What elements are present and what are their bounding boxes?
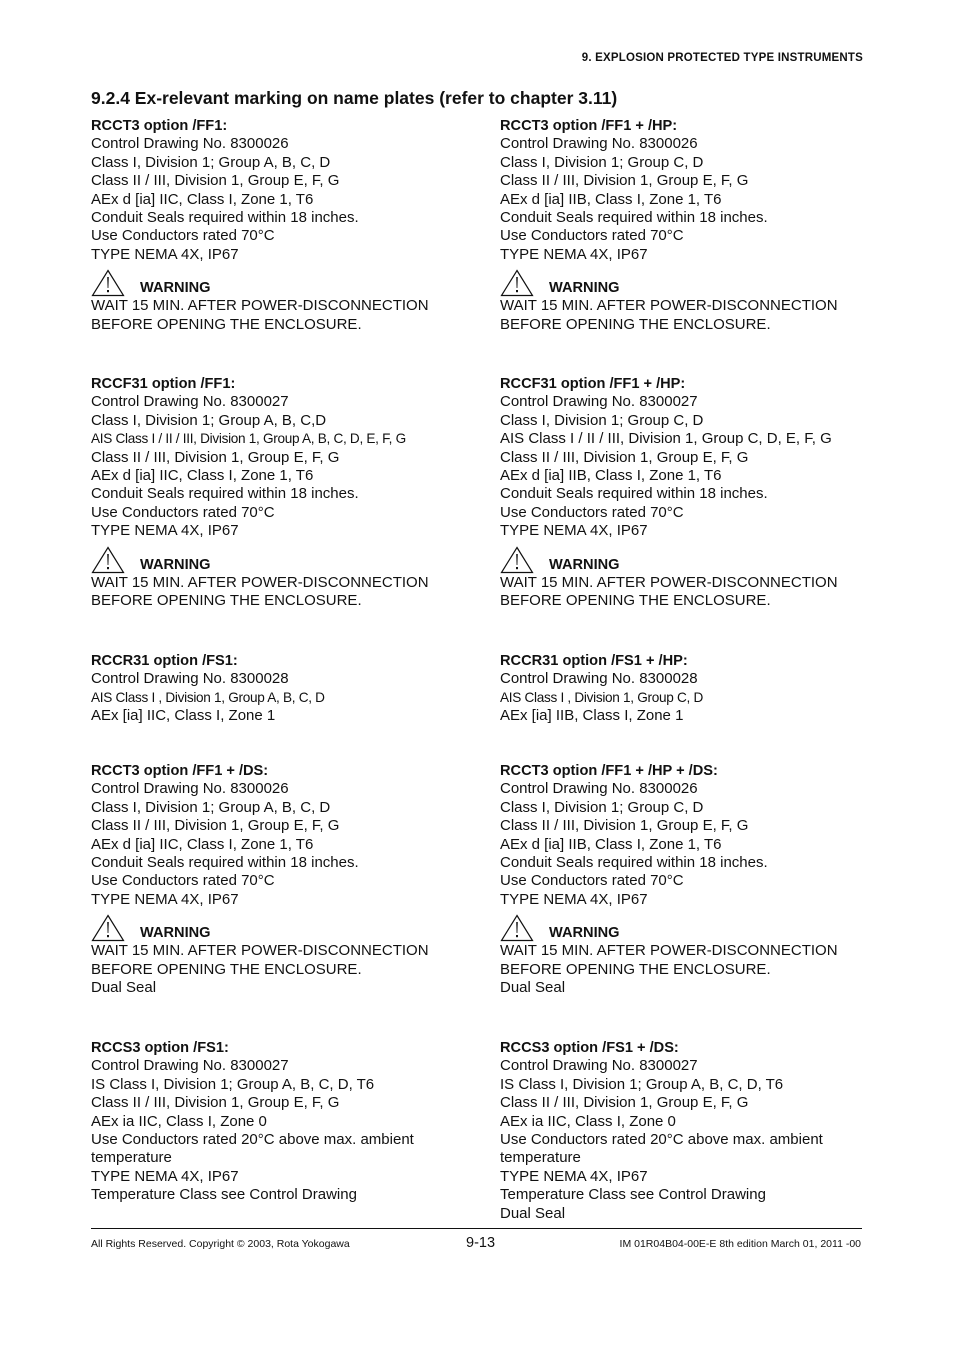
marking-line: AEx [ia] IIB, Class I, Zone 1 xyxy=(500,707,684,725)
warning-label: WARNING xyxy=(549,556,620,573)
marking-line: Control Drawing No. 8300028 xyxy=(500,670,698,688)
marking-line: Temperature Class see Control Drawing xyxy=(500,1186,766,1204)
marking-line: Control Drawing No. 8300026 xyxy=(91,780,289,798)
extra-line: Dual Seal xyxy=(500,979,566,997)
marking-line: Use Conductors rated 70°C xyxy=(500,503,684,521)
extra-line: Dual Seal xyxy=(91,979,157,997)
marking-line: AEx d [ia] IIB, Class I, Zone 1, T6 xyxy=(500,190,722,208)
marking-line: Control Drawing No. 8300027 xyxy=(91,1057,289,1075)
warning-header xyxy=(500,912,890,942)
marking-line: TYPE NEMA 4X, IP67 xyxy=(500,245,648,263)
marking-line: AIS Class I / II / III, Division 1, Group A, B, C, D, E, F, G xyxy=(91,431,406,447)
marking-line: Conduit Seals required within 18 inches. xyxy=(500,209,768,227)
warning-text: BEFORE OPENING THE ENCLOSURE. xyxy=(91,315,362,333)
marking-line: Use Conductors rated 70°C xyxy=(500,227,684,245)
marking-line: TYPE NEMA 4X, IP67 xyxy=(500,522,648,540)
block-title: RCCS3 option /FS1 + /DS: xyxy=(500,1040,679,1056)
warning-label: WARNING xyxy=(140,556,211,573)
block-title: RCCS3 option /FS1: xyxy=(91,1040,229,1056)
marking-line: Conduit Seals required within 18 inches. xyxy=(91,854,359,872)
marking-line: AEx d [ia] IIC, Class I, Zone 1, T6 xyxy=(91,467,314,485)
marking-line: AEx ia IIC, Class I, Zone 0 xyxy=(91,1112,267,1130)
marking-line: Class II / III, Division 1, Group E, F, G xyxy=(500,1094,749,1112)
marking-line: Use Conductors rated 20°C above max. ambient xyxy=(500,1131,823,1149)
marking-line: Conduit Seals required within 18 inches. xyxy=(500,854,768,872)
warning-text: WAIT 15 MIN. AFTER POWER-DISCONNECTION xyxy=(500,297,838,315)
nameplate-block xyxy=(91,375,481,610)
marking-line: Class II / III, Division 1, Group E, F, G xyxy=(91,817,340,835)
marking-line: Control Drawing No. 8300027 xyxy=(500,1057,698,1075)
marking-line: Class I, Division 1; Group A, B, C,D xyxy=(91,411,327,429)
marking-line: IS Class I, Division 1; Group A, B, C, D, T6 xyxy=(500,1075,784,1093)
running-head: 9. EXPLOSION PROTECTED TYPE INSTRUMENTS xyxy=(581,52,863,64)
marking-line: Control Drawing No. 8300026 xyxy=(91,135,289,153)
marking-line: Class I, Division 1; Group C, D xyxy=(500,798,704,816)
block-title: RCCR31 option /FS1 + /HP: xyxy=(500,653,688,669)
marking-line: Class II / III, Division 1, Group E, F, G xyxy=(500,817,749,835)
warning-text: WAIT 15 MIN. AFTER POWER-DISCONNECTION xyxy=(500,573,838,591)
marking-line: TYPE NEMA 4X, IP67 xyxy=(500,890,648,908)
marking-line: Use Conductors rated 20°C above max. ambient xyxy=(91,1131,414,1149)
block-title: RCCF31 option /FF1: xyxy=(91,376,236,392)
block-title: RCCT3 option /FF1 + /HP: xyxy=(500,118,678,134)
marking-line: AIS Class I , Division 1, Group A, B, C, D xyxy=(91,689,325,705)
marking-line: Use Conductors rated 70°C xyxy=(91,503,275,521)
block-title: RCCT3 option /FF1 + /DS: xyxy=(91,763,269,779)
warning-header xyxy=(500,267,890,297)
marking-line: Conduit Seals required within 18 inches. xyxy=(91,485,359,503)
marking-line: Class II / III, Division 1, Group E, F, G xyxy=(500,172,749,190)
nameplate-block xyxy=(500,1039,890,1223)
warning-header xyxy=(91,912,481,942)
warning-triangle-icon xyxy=(500,546,534,574)
marking-line: AEx [ia] IIC, Class I, Zone 1 xyxy=(91,707,276,725)
nameplate-block xyxy=(91,762,481,997)
marking-line: Control Drawing No. 8300028 xyxy=(91,670,289,688)
warning-text: BEFORE OPENING THE ENCLOSURE. xyxy=(91,960,362,978)
marking-line: Class II / III, Division 1, Group E, F, G xyxy=(91,448,340,466)
warning-label: WARNING xyxy=(140,925,211,942)
marking-line: Control Drawing No. 8300027 xyxy=(500,393,698,411)
warning-triangle-icon xyxy=(91,914,125,942)
nameplate-block xyxy=(91,1039,481,1205)
marking-line: Use Conductors rated 70°C xyxy=(91,227,275,245)
block-title: RCCR31 option /FS1: xyxy=(91,653,238,669)
block-title: RCCF31 option /FF1 + /HP: xyxy=(500,376,686,392)
warning-text: BEFORE OPENING THE ENCLOSURE. xyxy=(500,960,771,978)
marking-line: AIS Class I , Division 1, Group C, D xyxy=(500,689,703,705)
page-number: 9-13 xyxy=(466,1235,496,1251)
warning-text: BEFORE OPENING THE ENCLOSURE. xyxy=(500,315,771,333)
warning-text: WAIT 15 MIN. AFTER POWER-DISCONNECTION xyxy=(91,297,429,315)
warning-label: WARNING xyxy=(549,925,620,942)
marking-line: Conduit Seals required within 18 inches. xyxy=(91,209,359,227)
block-title: RCCT3 option /FF1 + /HP + /DS: xyxy=(500,763,718,779)
marking-line: temperature xyxy=(91,1149,172,1167)
warning-triangle-icon xyxy=(91,269,125,297)
marking-line: Class II / III, Division 1, Group E, F, G xyxy=(500,448,749,466)
warning-text: BEFORE OPENING THE ENCLOSURE. xyxy=(500,592,771,610)
marking-line: Conduit Seals required within 18 inches. xyxy=(500,485,768,503)
warning-triangle-icon xyxy=(500,914,534,942)
footer-copyright: All Rights Reserved. Copyright © 2003, Rota Yokogawa xyxy=(91,1238,350,1250)
marking-line: Control Drawing No. 8300026 xyxy=(500,135,698,153)
nameplate-block xyxy=(500,652,890,726)
marking-line: AEx d [ia] IIB, Class I, Zone 1, T6 xyxy=(500,467,722,485)
marking-line: Class II / III, Division 1, Group E, F, G xyxy=(91,172,340,190)
marking-line: Class I, Division 1; Group A, B, C, D xyxy=(91,798,331,816)
nameplate-block xyxy=(91,652,481,726)
marking-line: Control Drawing No. 8300027 xyxy=(91,393,289,411)
nameplate-block xyxy=(91,117,481,334)
warning-text: BEFORE OPENING THE ENCLOSURE. xyxy=(91,592,362,610)
footer-doc-id: IM 01R04B04-00E-E 8th edition March 01, 2011 -00 xyxy=(619,1238,861,1250)
marking-line: TYPE NEMA 4X, IP67 xyxy=(91,522,239,540)
marking-line: AEx d [ia] IIC, Class I, Zone 1, T6 xyxy=(91,190,314,208)
warning-text: WAIT 15 MIN. AFTER POWER-DISCONNECTION xyxy=(91,573,429,591)
warning-header xyxy=(500,544,890,574)
footer-rule xyxy=(91,1228,862,1229)
warning-text: WAIT 15 MIN. AFTER POWER-DISCONNECTION xyxy=(500,942,838,960)
warning-triangle-icon xyxy=(91,546,125,574)
block-title: RCCT3 option /FF1: xyxy=(91,118,228,134)
marking-line: Control Drawing No. 8300026 xyxy=(500,780,698,798)
marking-line: AIS Class I / II / III, Division 1, Group C, D, E, F, G xyxy=(500,430,832,448)
warning-header xyxy=(91,267,481,297)
warning-text: WAIT 15 MIN. AFTER POWER-DISCONNECTION xyxy=(91,942,429,960)
marking-line: Class II / III, Division 1, Group E, F, G xyxy=(91,1094,340,1112)
marking-line: Temperature Class see Control Drawing xyxy=(91,1186,357,1204)
marking-line: Class I, Division 1; Group C, D xyxy=(500,153,704,171)
warning-label: WARNING xyxy=(140,280,211,297)
warning-header xyxy=(91,544,481,574)
section-title: 9.2.4 Ex-relevant marking on name plates (refer to chapter 3.11) xyxy=(91,88,618,108)
marking-line: AEx ia IIC, Class I, Zone 0 xyxy=(500,1112,676,1130)
nameplate-block xyxy=(500,762,890,997)
nameplate-block xyxy=(500,375,890,610)
marking-line: AEx d [ia] IIC, Class I, Zone 1, T6 xyxy=(91,835,314,853)
marking-line: Dual Seal xyxy=(500,1204,566,1222)
marking-line: TYPE NEMA 4X, IP67 xyxy=(91,890,239,908)
marking-line: Class I, Division 1; Group C, D xyxy=(500,411,704,429)
marking-line: TYPE NEMA 4X, IP67 xyxy=(91,1167,239,1185)
marking-line: IS Class I, Division 1; Group A, B, C, D, T6 xyxy=(91,1075,375,1093)
marking-line: temperature xyxy=(500,1149,581,1167)
marking-line: Class I, Division 1; Group A, B, C, D xyxy=(91,153,331,171)
marking-line: TYPE NEMA 4X, IP67 xyxy=(500,1167,648,1185)
warning-label: WARNING xyxy=(549,280,620,297)
marking-line: AEx d [ia] IIB, Class I, Zone 1, T6 xyxy=(500,835,722,853)
warning-triangle-icon xyxy=(500,269,534,297)
marking-line: Use Conductors rated 70°C xyxy=(91,872,275,890)
nameplate-block xyxy=(500,117,890,334)
marking-line: TYPE NEMA 4X, IP67 xyxy=(91,245,239,263)
marking-line: Use Conductors rated 70°C xyxy=(500,872,684,890)
